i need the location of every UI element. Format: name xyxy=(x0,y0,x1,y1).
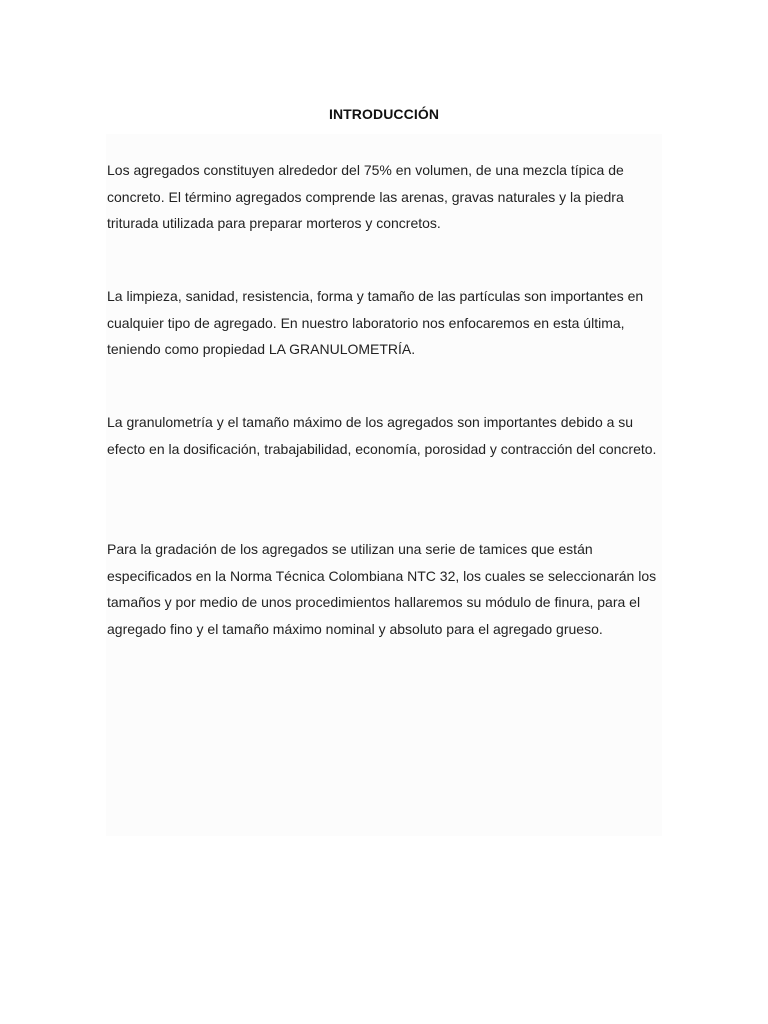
paragraph-4: Para la gradación de los agregados se utilizan una serie de tamices que están especificados en la Norma Técnica Colombiana NTC 32, los cuales se seleccionarán los tamaños y por medio de unos procedimientos hallaremos su módulo de finura, para el agregado fino y el tamaño máximo nominal y absoluto para el agregado grueso. xyxy=(107,541,657,637)
content-area xyxy=(106,134,662,836)
page-title: INTRODUCCIÓN xyxy=(328,106,440,122)
paragraph-1: Los agregados constituyen alrededor del 75% en volumen, de una mezcla típica de concreto. El término agregados comprende las arenas, gravas naturales y la piedra triturada utilizada para preparar morteros y concretos. xyxy=(107,162,624,232)
paragraph-2: La limpieza, sanidad, resistencia, forma y tamaño de las partículas son importantes en cualquier tipo de agregado. En nuestro laboratorio nos enfocaremos en esta última, teniendo como propiedad LA GRANULOMETRÍA. xyxy=(107,288,644,358)
paragraph-3: La granulometría y el tamaño máximo de los agregados son importantes debido a su efecto en la dosificación, trabajabilidad, economía, porosidad y contracción del concreto. xyxy=(107,414,657,457)
